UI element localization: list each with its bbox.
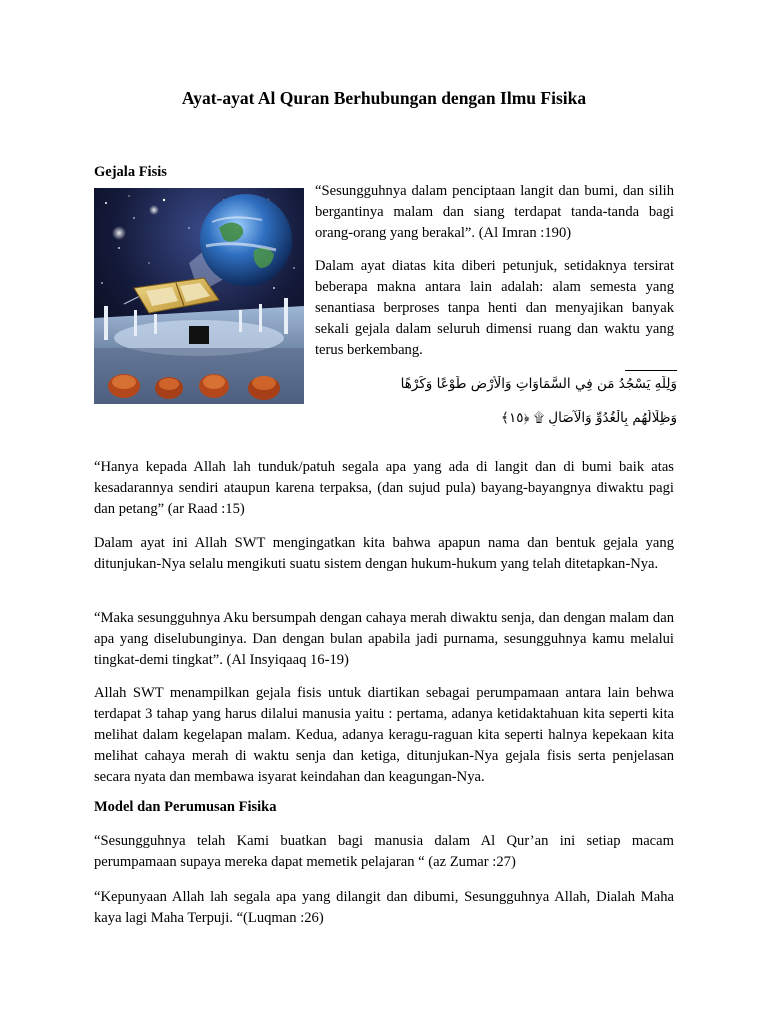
paragraph-petunjuk: Dalam ayat diatas kita diberi petunjuk, setidaknya tersirat beberapa makna antara lain adalah: alam semesta yang senantiasa berproses tanpa henti dan menyajikan banyak sekali gejala dalam seluruh dimensi ruang dan waktu yang terus berkembang. <box>315 258 674 358</box>
quote-az-zumar-27: “Sesungguhnya telah Kami buatkan bagi manusia dalam Al Qur’an ini setiap macam perumpamaan supaya mereka dapat memetik pelajaran “ (az Zumar :27) <box>94 833 674 870</box>
arabic-verse-ar-raad-15 <box>315 366 677 442</box>
document-title: Ayat-ayat Al Quran Berhubungan dengan Ilmu Fisika <box>181 88 587 108</box>
quote-al-insyiqaaq-16-19: “Maka sesungguhnya Aku bersumpah dengan cahaya merah diwaktu senja, dan dengan malam dan apa yang diselubunginya. Dan dengan bulan apabila jadi purnama, sesungguhnya kamu melalui tingkat-demi tingkat”. (Al Insyiqaaq 16-19) <box>94 610 674 668</box>
paragraph-sistem-hukum: Dalam ayat ini Allah SWT mengingatkan kita bahwa apapun nama dan bentuk gejala yang ditunjukan-Nya selalu mengikuti suatu sistem dengan hukum-hukum yang telah ditetapkan-Nya. <box>94 535 674 572</box>
quote-al-imran-190: “Sesungguhnya dalam penciptaan langit dan bumi, dan silih bergantinya malam dan siang terdapat tanda-tanda bagi orang-orang yang berakal”. (Al Imran :190) <box>315 183 674 241</box>
quote-luqman-26: “Kepunyaan Allah lah segala apa yang dilangit dan dibumi, Sesungguhnya Allah, Dialah Maha kaya lagi Maha Terpuji. “(Luqman :26) <box>94 889 674 926</box>
arabic-line-2: وَظِلَالُهُم بِالْغُدُوِّ وَالْآصَالِ ۩ ﴿١٥﴾ <box>501 410 677 426</box>
section-heading-model-perumusan: Model dan Perumusan Fisika <box>94 799 277 815</box>
separator-rule <box>625 370 677 371</box>
quote-ar-raad-15: “Hanya kepada Allah lah tunduk/patuh segala apa yang ada di langit dan di bumi baik atas kesadarannya sendiri ataupun karena terpaksa, (dan sujud pula) bayang-bayangnya diwaktu pagi dan petang” (ar Raad :15) <box>94 459 674 517</box>
paragraph-tiga-tahap: Allah SWT menampilkan gejala fisis untuk diartikan sebagai perumpamaan antara lain behwa terdapat 3 tahap yang harus dilalui manusia yaitu : pertama, adanya ketidaktahuan kita seperti kita melihat dalam kegelapan malam. Kedua, adanya keragu-raguan kita seperti halnya kepekaan kita melihat cahaya merah di waktu senja dan ketiga, ditunjukan-Nya gejala fisis serta penjelasan secara nyata dan membawa isyarat keindahan dan keagungan-Nya. <box>94 685 674 785</box>
quran-space-illustration <box>94 188 304 404</box>
section-heading-gejala-fisis: Gejala Fisis <box>94 164 167 180</box>
arabic-line-1: وَلِلَّهِ يَسْجُدُ مَن فِي السَّمَاوَاتِ وَالْأَرْضِ طَوْعًا وَكَرْهًا <box>400 376 677 392</box>
